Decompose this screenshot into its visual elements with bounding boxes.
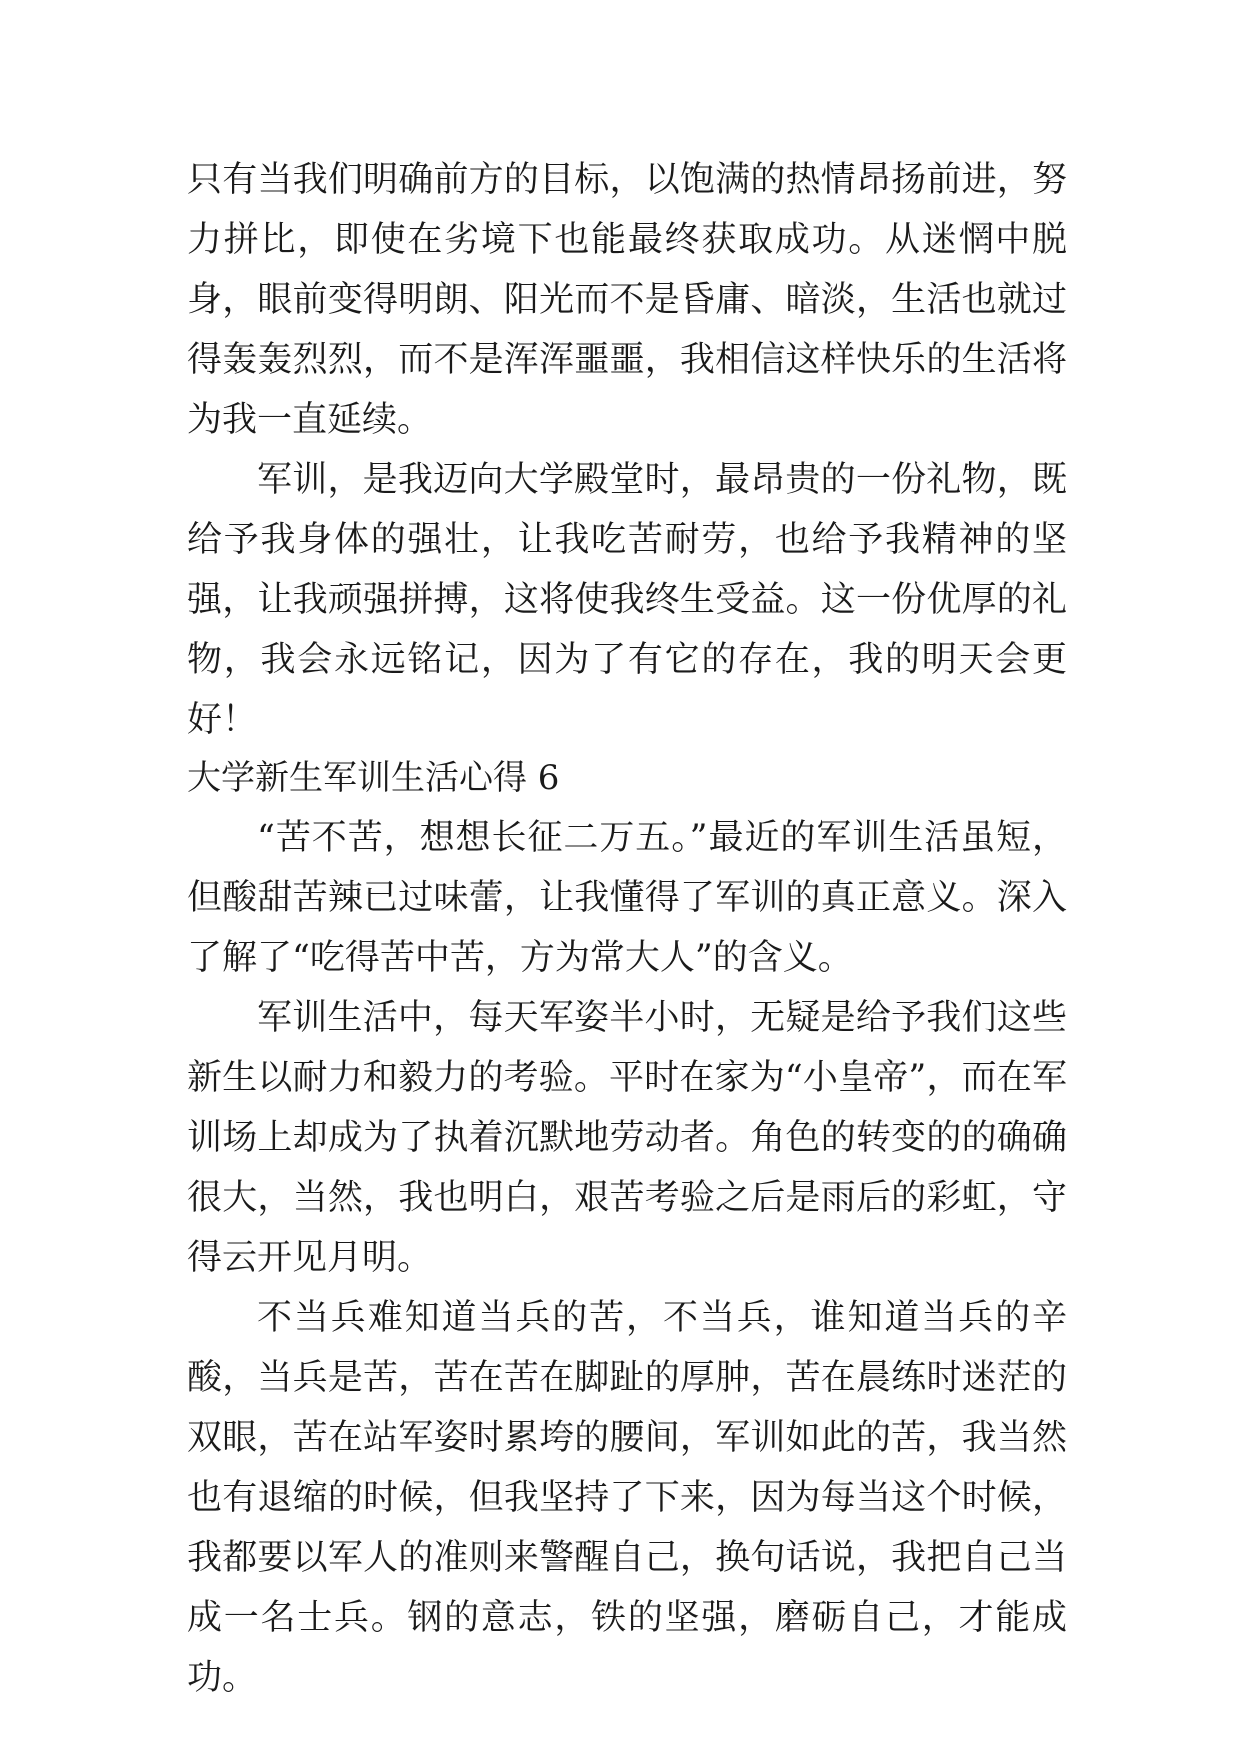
paragraph-1: 只有当我们明确前方的目标，以饱满的热情昂扬前进，努力拼比，即使在劣境下也能最终获取成功。从迷惘中脱身，眼前变得明朗、阳光而不是昏庸、暗淡，生活也就过得轰轰烈烈，而不是浑浑噩噩，我相信这样快乐的生活将为我一直延续。 (187, 160, 1067, 440)
section-heading: 大学新生军训生活心得 6 (187, 758, 560, 798)
paragraph-3: “苦不苦，想想长征二万五。”最近的军训生活虽短，但酸甜苦辣已过味蕾，让我懂得了军训的真正意义。深入了解了“吃得苦中苦，方为常大人”的含义。 (187, 818, 1067, 978)
paragraph-5: 不当兵难知道当兵的苦，不当兵，谁知道当兵的辛酸，当兵是苦，苦在苦在脚趾的厚肿，苦在晨练时迷茫的双眼，苦在站军姿时累垮的腰间，军训如此的苦，我当然也有退缩的时候，但我坚持了下来，因为每当这个时候，我都要以军人的准则来警醒自己，换句话说，我把自己当成一名士兵。钢的意志，铁的坚强，磨砺自己，才能成功。 (187, 1298, 1067, 1698)
document-body (187, 150, 1067, 1708)
paragraph-2: 军训，是我迈向大学殿堂时，最昂贵的一份礼物，既给予我身体的强壮，让我吃苦耐劳，也给予我精神的坚强，让我顽强拼搏，这将使我终生受益。这一份优厚的礼物，我会永远铭记，因为了有它的存在，我的明天会更好！ (187, 460, 1067, 740)
paragraph-4: 军训生活中，每天军姿半小时，无疑是给予我们这些新生以耐力和毅力的考验。平时在家为“小皇帝”，而在军训场上却成为了执着沉默地劳动者。角色的转变的的确确很大，当然，我也明白，艰苦考验之后是雨后的彩虹，守得云开见月明。 (187, 998, 1067, 1278)
